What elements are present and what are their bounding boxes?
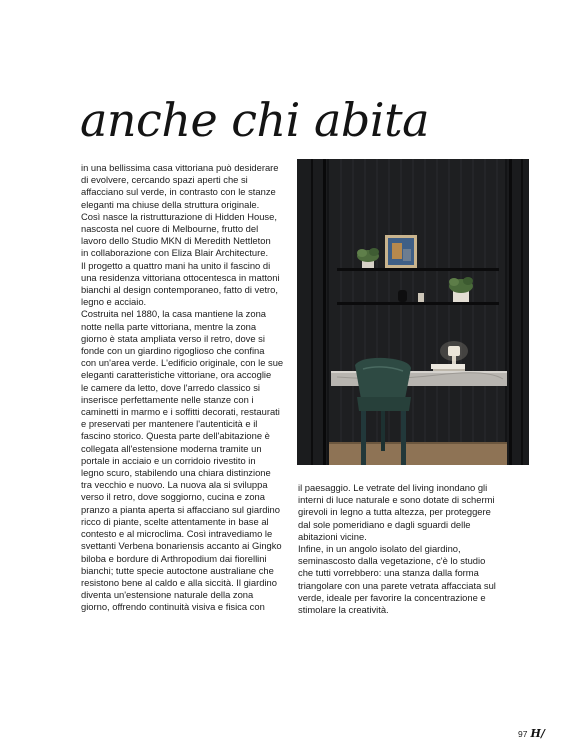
study-photo — [297, 159, 529, 465]
upper-shelf — [337, 268, 499, 271]
text-line: pranzo a pianta aperta si affacciano sul giardino — [81, 503, 280, 515]
text-line: bianchi al design contemporaneo, fatto di vetro, — [81, 284, 278, 296]
text-line: con un'area verde. L'edificio originale, con le sue — [81, 357, 284, 369]
text-line: interni di luce naturale e sono dotate di schermi — [298, 494, 495, 506]
shelf-object-light — [418, 293, 424, 302]
floor — [329, 442, 507, 465]
text-line: giorno è stata ampliata verso il retro, dove si — [81, 332, 265, 344]
text-line: verde, ideale per favorire la concentrazione e — [298, 591, 486, 603]
text-line: nascosta nel cuore di Melbourne, frutto del — [81, 223, 259, 235]
text-line: fascino storico. Questa parte dell'abitazione è — [81, 430, 270, 442]
text-line: caminetti in marmo e i soffitti decorati, restaurati — [81, 406, 280, 418]
text-line: in una bellissima casa vittoriana può desiderare — [81, 162, 279, 173]
text-line: dal sole pomeridiano e dagli sguardi delle — [298, 518, 471, 530]
niche-wall — [329, 159, 505, 465]
lower-shelf — [337, 302, 499, 305]
text-line: Infine, in un angolo isolato del giardino, — [298, 543, 461, 555]
article-body-left-column — [81, 162, 287, 614]
text-line: tra vecchio e nuovo. La nuova ala si sviluppa — [81, 479, 268, 491]
text-line: notte nella parte vittoriana, mentre la zona — [81, 320, 257, 332]
text-line: che tutti vorrebbero: una stanza dalla forma — [298, 567, 479, 579]
text-line: lavoro dello Studio MKN di Meredith Nettleton — [81, 235, 271, 247]
text-line: fonde con un giardino rigoglioso che confina — [81, 345, 265, 357]
text-line: affacciano sul verde, in contrasto con le stanze — [81, 186, 276, 198]
page-number: 97 — [518, 729, 528, 739]
text-line: ricco di piante, scelte attentamente in base al — [81, 515, 269, 527]
magazine-logo: H/ — [530, 727, 545, 740]
text-line: legno e acciaio. — [81, 296, 147, 308]
text-line: diventa un'estensione naturale della zona — [81, 589, 254, 601]
article-body-right-column — [298, 482, 506, 616]
text-line: legno scuro, stabilendo una chiara distinzione — [81, 467, 271, 479]
text-line: abitazioni vicine. — [298, 530, 367, 542]
text-line: le camere da letto, dove l'arredo classico si — [81, 381, 260, 393]
text-line: di evolvere, cercando spazi aperti che si — [81, 174, 248, 186]
page-footer — [518, 727, 545, 740]
text-line: Costruita nel 1880, la casa mantiene la zona — [81, 308, 267, 320]
text-line: eleganti ma chiuse della struttura originale. — [81, 198, 260, 210]
text-line: verso il retro, dove soggiorno, cucina e zona — [81, 491, 265, 503]
text-line: contesto e al microclima. Così intravediamo le — [81, 528, 273, 540]
text-line: portale in acciaio e un corridoio rivestito in — [81, 454, 256, 466]
shelf-object-dark — [398, 290, 407, 302]
text-line: stimolare la creatività. — [298, 604, 389, 616]
text-line: Il progetto a quattro mani ha unito il fascino di — [81, 259, 271, 271]
text-line: una residenza vittoriana ottocentesca in mattoni — [81, 271, 280, 283]
green-leather-chair — [355, 358, 411, 465]
text-line: e preservati per mantenere l'autenticità e il — [81, 418, 258, 430]
text-line: bianchi; tutte specie autoctone australiane che — [81, 564, 274, 576]
text-line: Così nasce la ristrutturazione di Hidden House, — [81, 210, 277, 222]
text-line: giorno, offrendo continuità visiva e fisica con — [81, 601, 265, 613]
article-headline: anche chi abita — [80, 93, 429, 147]
text-line: il paesaggio. Le vetrate del living inondano gli — [298, 482, 488, 493]
text-line: in collaborazione con Eliza Blair Architecture. — [81, 247, 269, 259]
text-line: seminascosto dalla vegetazione, c'è lo studio — [298, 555, 486, 567]
text-line: girevoli in legno a tutta altezza, per proteggere — [298, 506, 491, 518]
text-line: inserisce perfettamente nelle stanze con i — [81, 393, 254, 405]
text-line: eleganti caratteristiche vittoriane, ora accoglie — [81, 369, 272, 381]
text-line: resistono bene al caldo e alla siccità. Il giardino — [81, 576, 277, 588]
text-line: svettanti Verbena bonariensis accanto ai Gingko — [81, 540, 282, 552]
framed-picture — [385, 235, 417, 268]
text-line: collegata all'estensione moderna tramite un — [81, 442, 262, 454]
books-stack — [431, 364, 465, 369]
text-line: triangolare con una parete vetrata affacciata sul — [298, 579, 496, 591]
text-line: biloba e bordure di Arthropodium dai fiorellini — [81, 552, 267, 564]
